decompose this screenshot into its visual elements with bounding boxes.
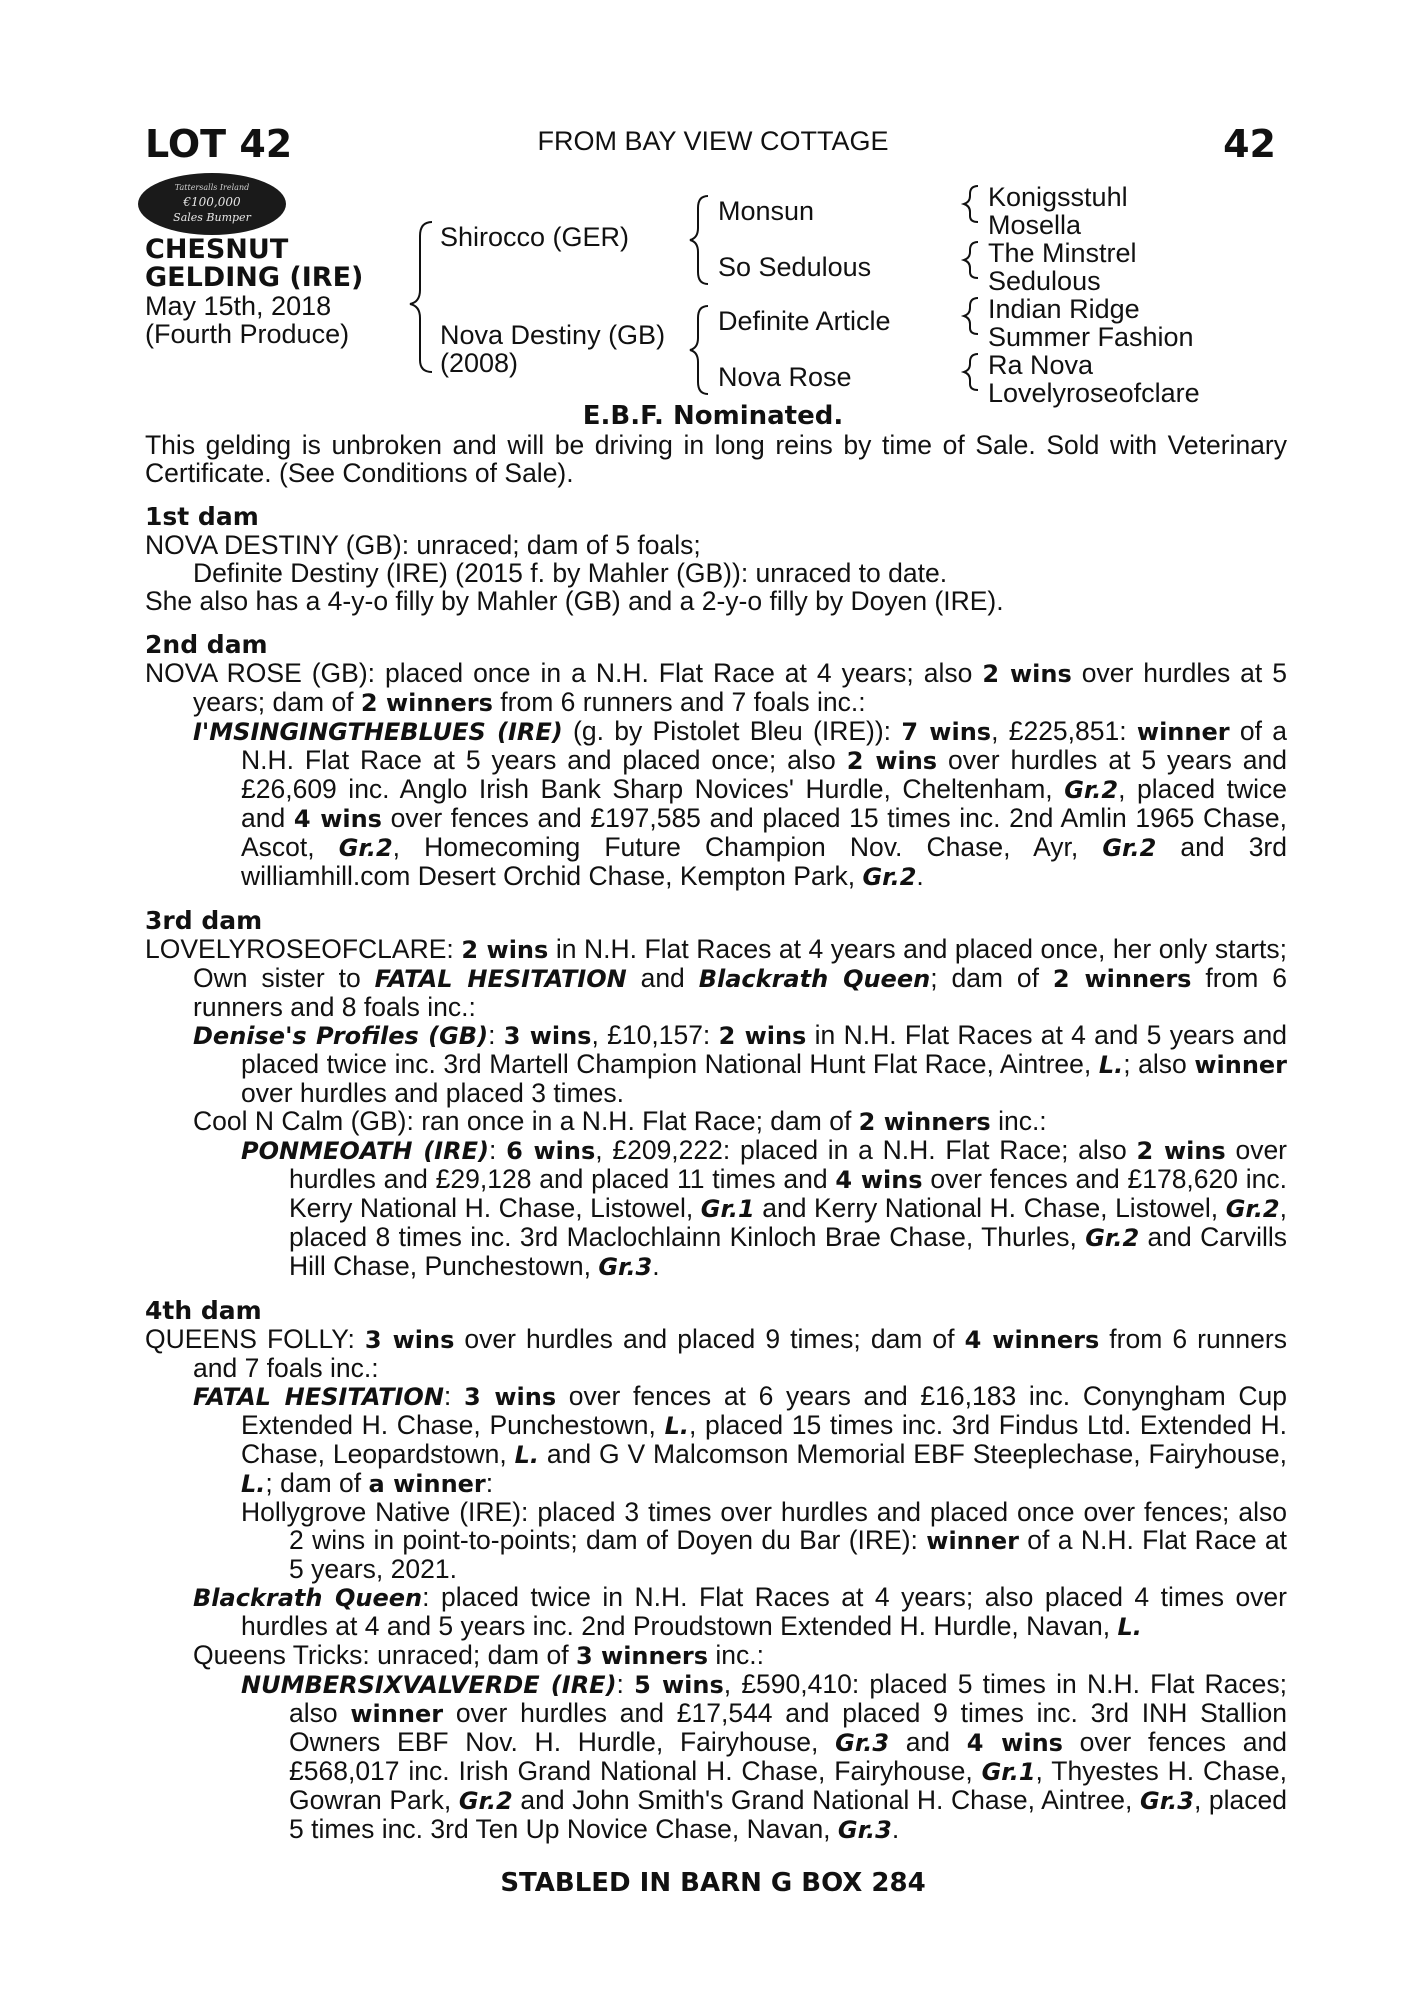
first-dam-line1: NOVA DESTINY (GB): unraced; dam of 5 foals; — [145, 530, 701, 560]
fourth-dam-produce-1: FATAL HESITATION: 3 wins over fences at 6 years and £16,183 inc. Conyngham Cup Extended H. Chase, Punchestown, L., placed 15 times inc. 3rd Findus Ltd. Extended H. Chase, Leopardstown, L. and G V Malcomson Memorial EBF Steeplechase, Fairyhouse, L.; dam of a winner: — [193, 1381, 1288, 1498]
ebf-nominated: E.B.F. Nominated. — [582, 401, 844, 431]
third-dam-grandproduce-1: PONMEOATH (IRE): 6 wins, £209,222: placed in a N.H. Flat Race; also 2 wins over hurdles and £29,128 and placed 11 times and 4 wins over fences and £178,620 inc. Kerry National H. Chase, Listowel, Gr.1 and Kerry National H. Chase, Listowel, Gr.2, placed 8 times inc. 3rd Maclochlainn Kinloch Brae Chase, Thurles, Gr.2 and Carvills Hill Chase, Punchestown, Gr.3. — [241, 1135, 1288, 1281]
second-dam-heading: 2nd dam — [145, 630, 268, 659]
lot-label: LOT 42 — [145, 122, 293, 166]
pedigree-dam-year: (2008) — [440, 348, 519, 378]
third-dam-heading: 3rd dam — [145, 906, 263, 935]
catalogue-body — [145, 431, 1287, 1844]
second-dam-produce-1: I'MSINGINGTHEBLUES (IRE) (g. by Pistolet Bleu (IRE)): 7 wins, £225,851: winner of a N.H. Flat Race at 5 years and placed once; also 2 wins over hurdles at 5 years and £26,609 inc. Anglo Irish Bank Sharp Novices' Hurdle, Cheltenham, Gr.2, placed twice and 4 wins over fences and £197,585 and placed 15 times inc. 2nd Amlin 1965 Chase, Ascot, Gr.2, Homecoming Future Champion Nov. Chase, Ayr, Gr.2 and 3rd williamhill.com Desert Orchid Chase, Kempton Park, Gr.2. — [193, 716, 1287, 891]
third-dam-entry: LOVELYROSEOFCLARE: 2 wins in N.H. Flat Races at 4 years and placed once, her only starts; Own sister to FATAL HESITATION and Blackrath Queen; dam of 2 winners from 6 runners and 8 foals inc.: — [145, 934, 1287, 1022]
pedigree-g1: Konigsstuhl — [988, 182, 1128, 212]
pedigree-dam-sire: Definite Article — [718, 306, 891, 336]
produce-note: (Fourth Produce) — [145, 319, 350, 349]
pedigree-g8: Lovelyroseofclare — [988, 378, 1200, 408]
pedigree-braces — [0, 0, 1426, 420]
consignor: FROM BAY VIEW COTTAGE — [537, 126, 889, 156]
lot-number: 42 — [1223, 122, 1276, 166]
first-dam-line2: Definite Destiny (IRE) (2015 f. by Mahler (GB)): unraced to date. — [193, 558, 948, 588]
fourth-dam-produce-3: Queens Tricks: unraced; dam of 3 winners inc.: — [193, 1640, 764, 1670]
fourth-dam-grandproduce-2: NUMBERSIXVALVERDE (IRE): 5 wins, £590,410: placed 5 times in N.H. Flat Races; also winner over hurdles and £17,544 and placed 9 times inc. 3rd INH Stallion Owners EBF Nov. H. Hurdle, Fairyhouse, Gr.3 and 4 wins over fences and £568,017 inc. Irish Grand National H. Chase, Fairyhouse, Gr.1, Thyestes H. Chase, Gowran Park, Gr.2 and John Smith's Grand National H. Chase, Aintree, Gr.3, placed 5 times inc. 3rd Ten Up Novice Chase, Navan, Gr.3. — [241, 1669, 1288, 1844]
badge-line1: Tattersalls Ireland — [174, 183, 250, 192]
pedigree-g6: Summer Fashion — [988, 322, 1194, 352]
badge-line3: Sales Bumper — [173, 211, 251, 224]
pedigree-dam: Nova Destiny (GB) — [440, 320, 666, 350]
fourth-dam-grandproduce-1: Hollygrove Native (IRE): placed 3 times over hurdles and placed once over fences; also 2 wins in point-to-points; dam of Doyen du Bar (IRE): winner of a N.H. Flat Race at 5 years, 2021. — [241, 1497, 1287, 1584]
pedigree-g5: Indian Ridge — [988, 294, 1140, 324]
third-dam-produce-2: Cool N Calm (GB): ran once in a N.H. Flat Race; dam of 2 winners inc.: — [193, 1106, 1047, 1136]
pedigree-g3: The Minstrel — [988, 238, 1137, 268]
foaled-date: May 15th, 2018 — [145, 291, 332, 321]
fourth-dam-produce-2: Blackrath Queen: placed twice in N.H. Flat Races at 4 years; also placed 4 times over hurdles at 4 and 5 years inc. 2nd Proudstown Extended H. Hurdle, Navan, L. — [193, 1582, 1287, 1641]
horse-sex: GELDING (IRE) — [145, 262, 364, 293]
horse-color: CHESNUT — [145, 234, 289, 265]
stabling-location: STABLED IN BARN G BOX 284 — [500, 1868, 926, 1898]
pedigree-g7: Ra Nova — [988, 350, 1094, 380]
pedigree-g4: Sedulous — [988, 266, 1101, 296]
pedigree-sire-sire: Monsun — [718, 196, 815, 226]
intro-text: This gelding is unbroken and will be driving in long reins by time of Sale. Sold with Veterinary Certificate. (See Conditions of Sale). — [145, 430, 1287, 488]
pedigree-sire: Shirocco (GER) — [440, 222, 630, 252]
pedigree-sire-dam: So Sedulous — [718, 252, 872, 282]
fourth-dam-heading: 4th dam — [145, 1296, 262, 1325]
third-dam-produce-1: Denise's Profiles (GB): 3 wins, £10,157: 2 wins in N.H. Flat Races at 4 and 5 years and placed twice inc. 3rd Martell Champion National Hunt Flat Race, Aintree, L.; also winner over hurdles and placed 3 times. — [193, 1020, 1288, 1108]
first-dam-heading: 1st dam — [145, 502, 259, 531]
fourth-dam-entry: QUEENS FOLLY: 3 wins over hurdles and placed 9 times; dam of 4 winners from 6 runners and 7 foals inc.: — [145, 1324, 1287, 1383]
badge-line2: €100,000 — [183, 195, 241, 209]
pedigree-dam-dam: Nova Rose — [718, 362, 852, 392]
second-dam-entry: NOVA ROSE (GB): placed once in a N.H. Flat Race at 4 years; also 2 wins over hurdles at 5 years; dam of 2 winners from 6 runners and 7 foals inc.: — [145, 658, 1287, 717]
pedigree-g2: Mosella — [988, 210, 1082, 240]
first-dam-line3: She also has a 4-y-o filly by Mahler (GB) and a 2-y-o filly by Doyen (IRE). — [145, 586, 1004, 616]
